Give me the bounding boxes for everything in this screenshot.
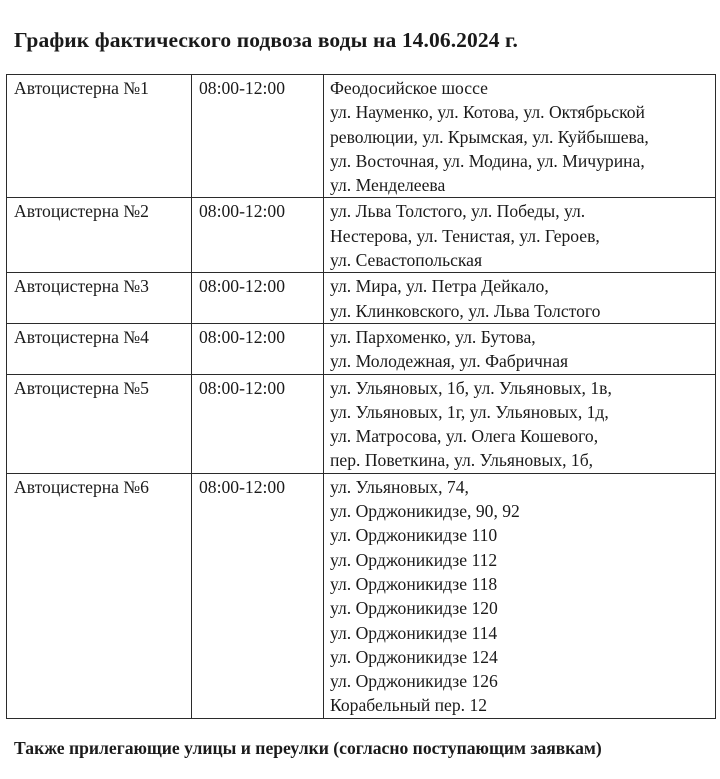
street-line: Корабельный пер. 12 (330, 695, 488, 716)
street-line: ул. Матросова, ул. Олега Кошевого, (330, 426, 599, 447)
street-line: ул. Молодежная, ул. Фабричная (330, 351, 569, 372)
truck-cell: Автоцистерна №2 (7, 198, 192, 273)
street-line: ул. Севастопольская (330, 250, 483, 271)
schedule-body (7, 75, 716, 719)
time-cell: 08:00-12:00 (192, 374, 324, 473)
time-cell: 08:00-12:00 (192, 75, 324, 198)
time-cell: 08:00-12:00 (192, 473, 324, 718)
street-line: ул. Орджоникидзе, 90, 92 (330, 501, 520, 522)
truck-cell: Автоцистерна №3 (7, 273, 192, 324)
time-cell: 08:00-12:00 (192, 273, 324, 324)
truck-cell: Автоцистерна №5 (7, 374, 192, 473)
truck-cell: Автоцистерна №1 (7, 75, 192, 198)
street-line: ул. Орджоникидзе 126 (330, 671, 498, 692)
truck-cell: Автоцистерна №6 (7, 473, 192, 718)
street-line: ул. Пархоменко, ул. Бутова, (330, 326, 536, 347)
streets-cell (324, 273, 716, 324)
schedule-row (7, 473, 716, 718)
streets-cell (324, 374, 716, 473)
street-line: ул. Науменко, ул. Котова, ул. Октябрьской (330, 102, 645, 123)
street-line: ул. Льва Толстого, ул. Победы, ул. (330, 201, 586, 222)
street-line: ул. Ульяновых, 74, (330, 476, 469, 497)
time-cell: 08:00-12:00 (192, 323, 324, 374)
street-line: ул. Ульяновых, 1б, ул. Ульяновых, 1в, (330, 377, 612, 398)
streets-cell (324, 75, 716, 198)
street-line: ул. Орджоникидзе 118 (330, 573, 498, 594)
street-line: ул. Орджоникидзе 110 (330, 525, 498, 546)
street-line: ул. Восточная, ул. Модина, ул. Мичурина, (330, 150, 645, 171)
streets-cell (324, 473, 716, 718)
street-line: ул. Мира, ул. Петра Дейкало, (330, 276, 549, 297)
delivery-schedule-table (6, 74, 716, 719)
streets-cell (324, 198, 716, 273)
street-line: Нестерова, ул. Тенистая, ул. Героев, (330, 225, 600, 246)
truck-cell: Автоцистерна №4 (7, 323, 192, 374)
document-title: График фактического подвоза воды на 14.06.2024 г. (14, 28, 518, 52)
footer-note: Также прилегающие улицы и переулки (согласно поступающим заявкам) (14, 738, 602, 758)
street-line: ул. Орджоникидзе 120 (330, 598, 498, 619)
street-line: ул. Орджоникидзе 112 (330, 549, 498, 570)
schedule-row (7, 323, 716, 374)
street-line: ул. Орджоникидзе 124 (330, 646, 498, 667)
schedule-row (7, 198, 716, 273)
street-line: ул. Менделеева (330, 175, 446, 196)
street-line: ул. Орджоникидзе 114 (330, 622, 498, 643)
schedule-row (7, 75, 716, 198)
street-line: Феодосийское шоссе (330, 78, 488, 98)
street-line: ул. Ульяновых, 1г, ул. Ульяновых, 1д, (330, 401, 609, 422)
schedule-row (7, 273, 716, 324)
street-line: революции, ул. Крымская, ул. Куйбышева, (330, 126, 649, 147)
street-line: ул. Клинковского, ул. Льва Толстого (330, 300, 601, 321)
time-cell: 08:00-12:00 (192, 198, 324, 273)
street-line: пер. Поветкина, ул. Ульяновых, 1б, (330, 450, 594, 471)
streets-cell (324, 323, 716, 374)
schedule-row (7, 374, 716, 473)
